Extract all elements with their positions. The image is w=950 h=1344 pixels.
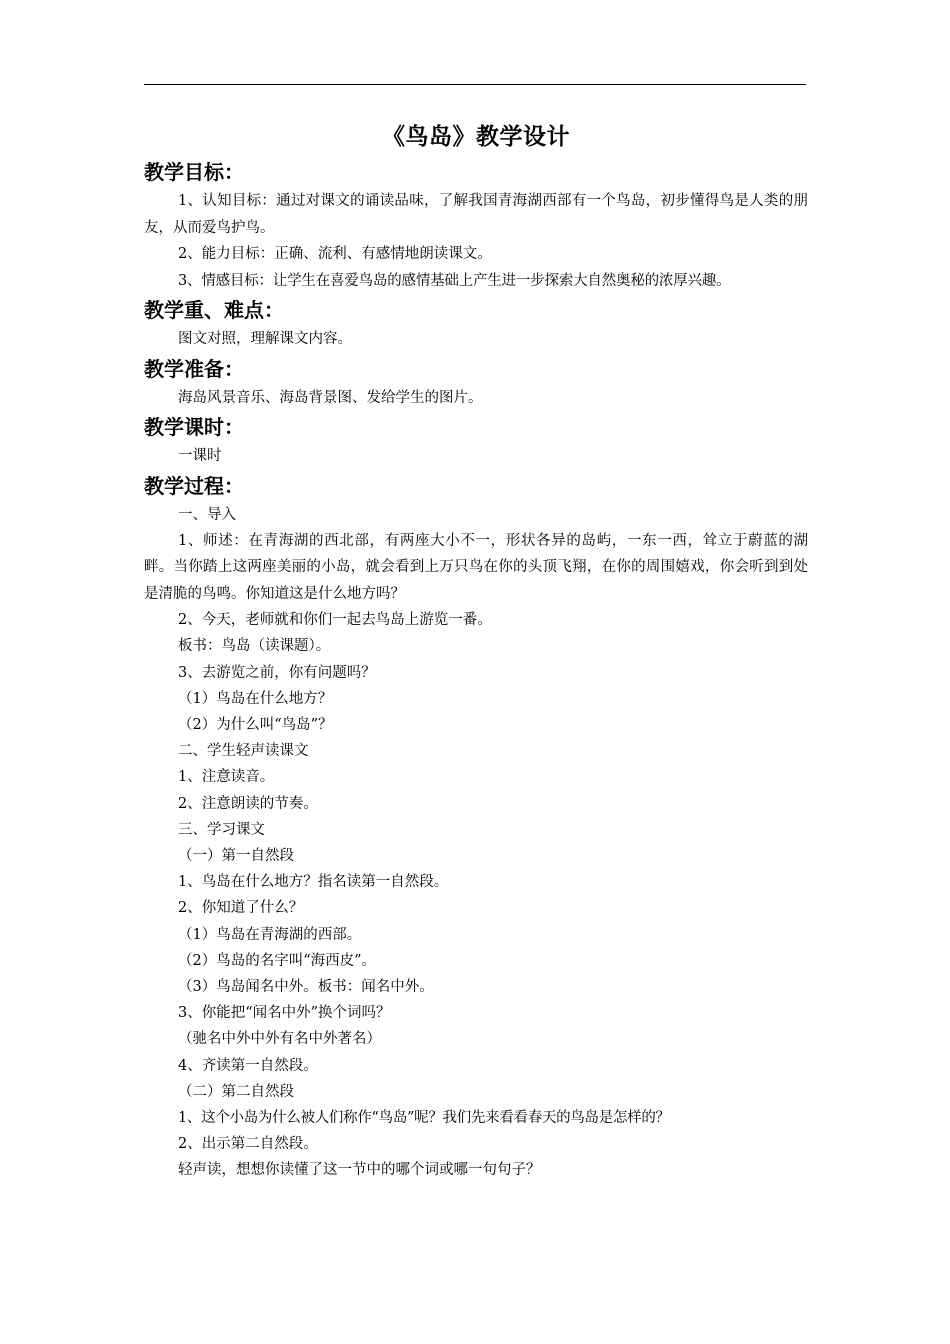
duration-heading: 教学课时：: [144, 415, 244, 439]
process-line: 1、这个小岛为什么被人们称作“鸟岛”呢？我们先来看看春天的鸟岛是怎样的？: [178, 1110, 670, 1127]
process-heading: 教学过程：: [144, 473, 244, 498]
goal-item: 3、情感目标：让学生在喜爱鸟岛的感情基础上产生进一步探索大自然奥秘的浓厚兴趣。: [178, 272, 731, 289]
process-line: 2、注意朗读的节奏。: [178, 795, 318, 812]
header-rule: [144, 84, 806, 85]
process-line: （驰名中外中外有名中外著名）: [178, 1031, 381, 1048]
process-line: （2）鸟岛的名字叫“海西皮”。: [178, 952, 377, 969]
process-line: 3、你能把“闻名中外”换个词吗？: [178, 1005, 391, 1022]
goals-heading: 教学目标：: [144, 160, 244, 184]
process-line: （1）鸟岛在什么地方？: [178, 690, 333, 707]
process-line: （3）鸟岛闻名中外。板书：闻名中外。: [178, 979, 434, 996]
document-body: [144, 118, 808, 1184]
process-paragraph: 1、师述：在青海湖的西北部，有两座大小不一，形状各异的岛屿，一东一西，耸立于蔚蓝的湖畔。当你踏上这两座美丽的小岛，就会看到上万只鸟在你的头顶飞翔，在你的周围嬉戏，你会听到到处是清脆的鸟鸣。你知道这是什么地方吗？: [144, 532, 808, 602]
process-line: 一、导入: [178, 506, 236, 523]
process-line: 4、齐读第一自然段。: [178, 1057, 318, 1074]
process-line: 2、你知道了什么？: [178, 900, 304, 917]
goal-item: 1、认知目标：通过对课文的诵读品味，了解我国青海湖西部有一个鸟岛，初步懂得鸟是人类的朋友，从而爱鸟护鸟。: [144, 193, 808, 236]
process-line: 二、学生轻声读课文: [178, 743, 309, 760]
document-title: 《鸟岛》教学设计: [382, 123, 570, 150]
process-line: 1、鸟岛在什么地方？指名读第一自然段。: [178, 874, 449, 891]
process-line: 2、出示第二自然段。: [178, 1136, 318, 1153]
goal-item: 2、能力目标：正确、流利、有感情地朗读课文。: [178, 246, 492, 262]
process-line: （2）为什么叫“鸟岛”？: [178, 717, 333, 734]
key-points-heading: 教学重、难点：: [144, 298, 284, 322]
process-line: 2、今天，老师就和你们一起去鸟岛上游览一番。: [178, 612, 492, 629]
process-line: 3、去游览之前，你有问题吗？: [178, 664, 376, 681]
preparation-text: 海岛风景音乐、海岛背景图、发给学生的图片。: [178, 389, 483, 406]
process-list: [144, 502, 808, 1184]
process-line: 三、学习课文: [178, 821, 265, 838]
duration-text: 一课时: [178, 448, 222, 464]
process-line: 1、注意读音。: [178, 769, 275, 786]
process-line: （一）第一自然段: [178, 848, 294, 865]
process-line: （1）鸟岛在青海湖的西部。: [178, 926, 362, 943]
process-line: 板书：鸟岛（读课题）。: [178, 638, 331, 655]
process-line: 轻声读，想想你读懂了这一节中的哪个词或哪一句句子？: [178, 1162, 541, 1179]
key-points-text: 图文对照，理解课文内容。: [178, 331, 352, 347]
preparation-heading: 教学准备：: [144, 356, 244, 381]
process-line: （二）第二自然段: [178, 1083, 294, 1100]
